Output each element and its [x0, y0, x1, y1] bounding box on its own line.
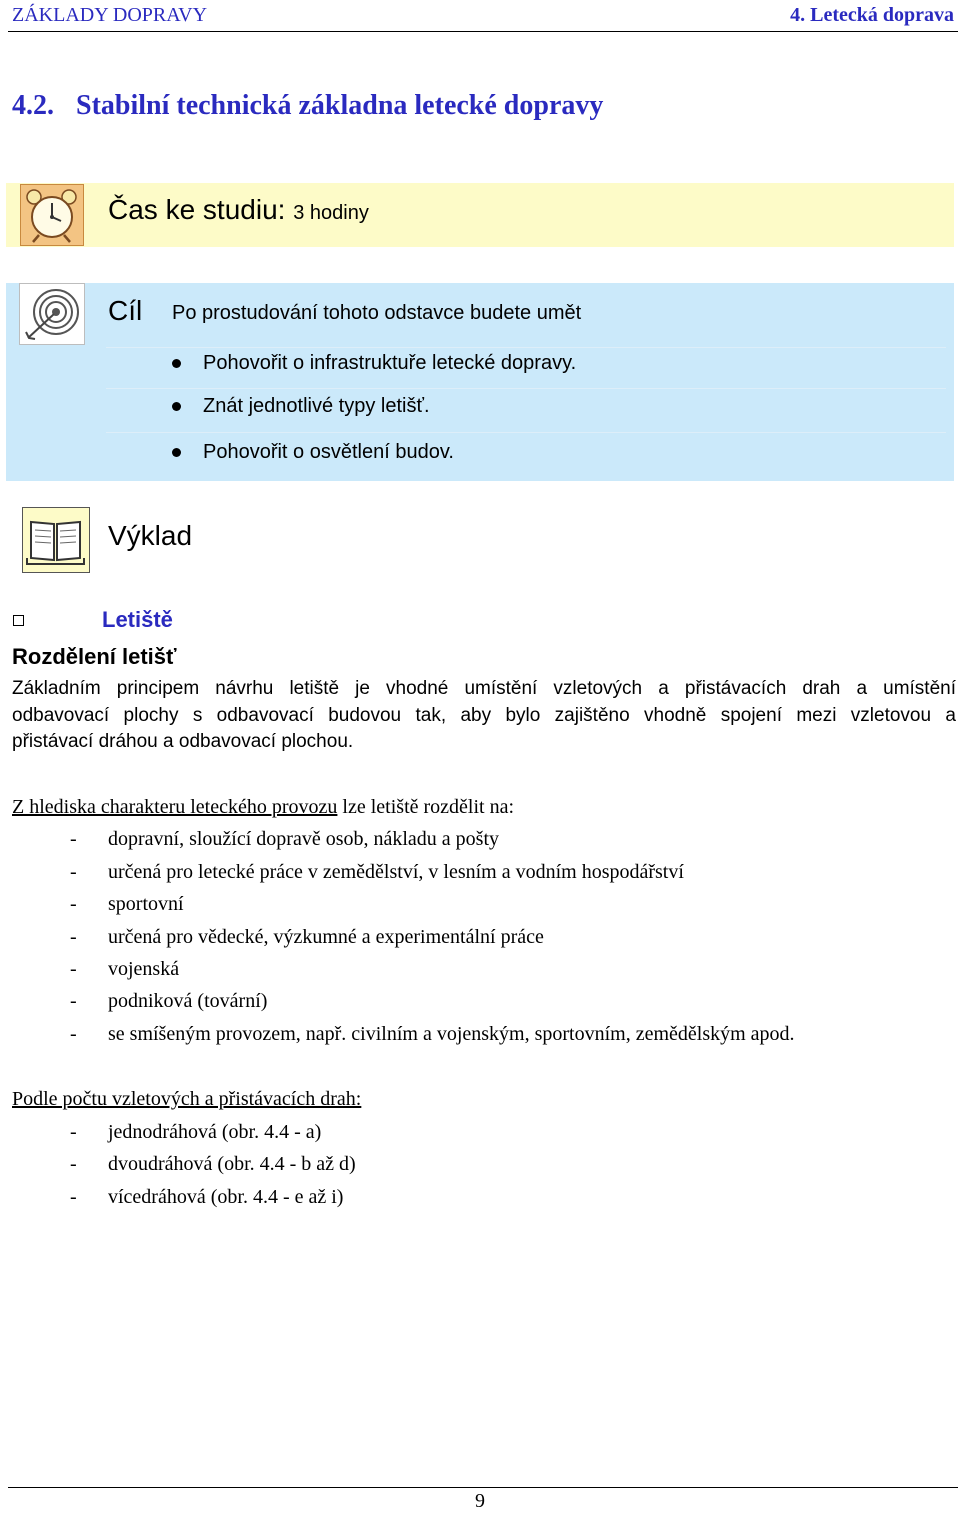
running-header-right: 4. Letecká doprava — [790, 4, 954, 26]
list-item: - určená pro letecké práce v zemědělství, v lesním a vodním hospodářství — [70, 861, 684, 883]
alarm-clock-icon — [20, 184, 84, 246]
list-item: - vojenská — [70, 958, 180, 980]
list-item: - určená pro vědecké, výzkumné a experimentální práce — [70, 926, 544, 948]
study-time-value: 3 hodiny — [293, 202, 369, 224]
list-item: - sportovní — [70, 893, 184, 915]
list-item: - vícedráhová (obr. 4.4 - e až i) — [70, 1186, 344, 1208]
list-item: - jednodráhová (obr. 4.4 - a) — [70, 1121, 322, 1143]
paragraph-line: Základním principem návrhu letiště je vhodné umístění vzletových a přistávacích drah a umístění — [12, 678, 956, 699]
goal-rule — [106, 388, 946, 389]
goal-list-item: Pohovořit o osvětlení budov. — [172, 441, 454, 464]
footer-divider — [8, 1487, 958, 1488]
study-time — [108, 194, 369, 226]
paragraph-line: odbavovací plochy s odbavovací budovou tak, aby bylo zajištěno vhodně spojení mezi vzletovou a — [12, 704, 956, 726]
study-time-label: Čas ke studiu: — [108, 194, 286, 225]
section-number: 4.2. — [12, 90, 54, 121]
classification-lead-underlined: Z hlediska charakteru leteckého provozu — [12, 796, 338, 818]
topic-heading: Letiště — [102, 607, 173, 632]
header-divider — [8, 31, 958, 32]
topic-subheading: Rozdělení letišť — [12, 644, 177, 669]
classification-lead-underlined: Podle počtu vzletových a přistávacích drah: — [12, 1088, 362, 1110]
paragraph-line: přistávací dráhou a odbavovací plochou. — [12, 731, 354, 752]
goal-rule — [106, 432, 946, 433]
goal-list-item: Znát jednotlivé typy letišť. — [172, 395, 430, 418]
list-item: - podniková (tovární) — [70, 990, 268, 1012]
goal-rule — [106, 347, 946, 348]
paragraph — [12, 676, 956, 756]
goal-label: Cíl — [108, 295, 143, 326]
running-header-left: ZÁKLADY DOPRAVY — [12, 4, 208, 26]
goal-intro: Po prostudování tohoto odstavce budete umět — [172, 302, 582, 324]
section-title — [12, 90, 603, 122]
classification-lead — [12, 1088, 361, 1111]
classification-lead-rest: lze letiště rozdělit na: — [337, 796, 515, 818]
target-icon — [19, 283, 85, 345]
explanation-label: Výklad — [108, 520, 193, 551]
checkbox-square-icon — [13, 615, 24, 626]
list-item: - dvoudráhová (obr. 4.4 - b až d) — [70, 1153, 356, 1175]
goal-list-item: Pohovořit o infrastruktuře letecké dopravy. — [172, 352, 576, 375]
bullet-icon — [172, 359, 181, 368]
list-item: - dopravní, sloužící dopravě osob, nákladu a pošty — [70, 828, 500, 850]
bullet-icon — [172, 402, 181, 411]
classification-lead — [12, 796, 514, 819]
book-icon — [22, 507, 90, 573]
section-title-text: Stabilní technická základna letecké dopravy — [76, 90, 604, 121]
page-number: 9 — [475, 1490, 485, 1512]
list-item: - se smíšeným provozem, např. civilním a vojenským, sportovním, zemědělským apod. — [70, 1023, 795, 1045]
bullet-icon — [172, 448, 181, 457]
